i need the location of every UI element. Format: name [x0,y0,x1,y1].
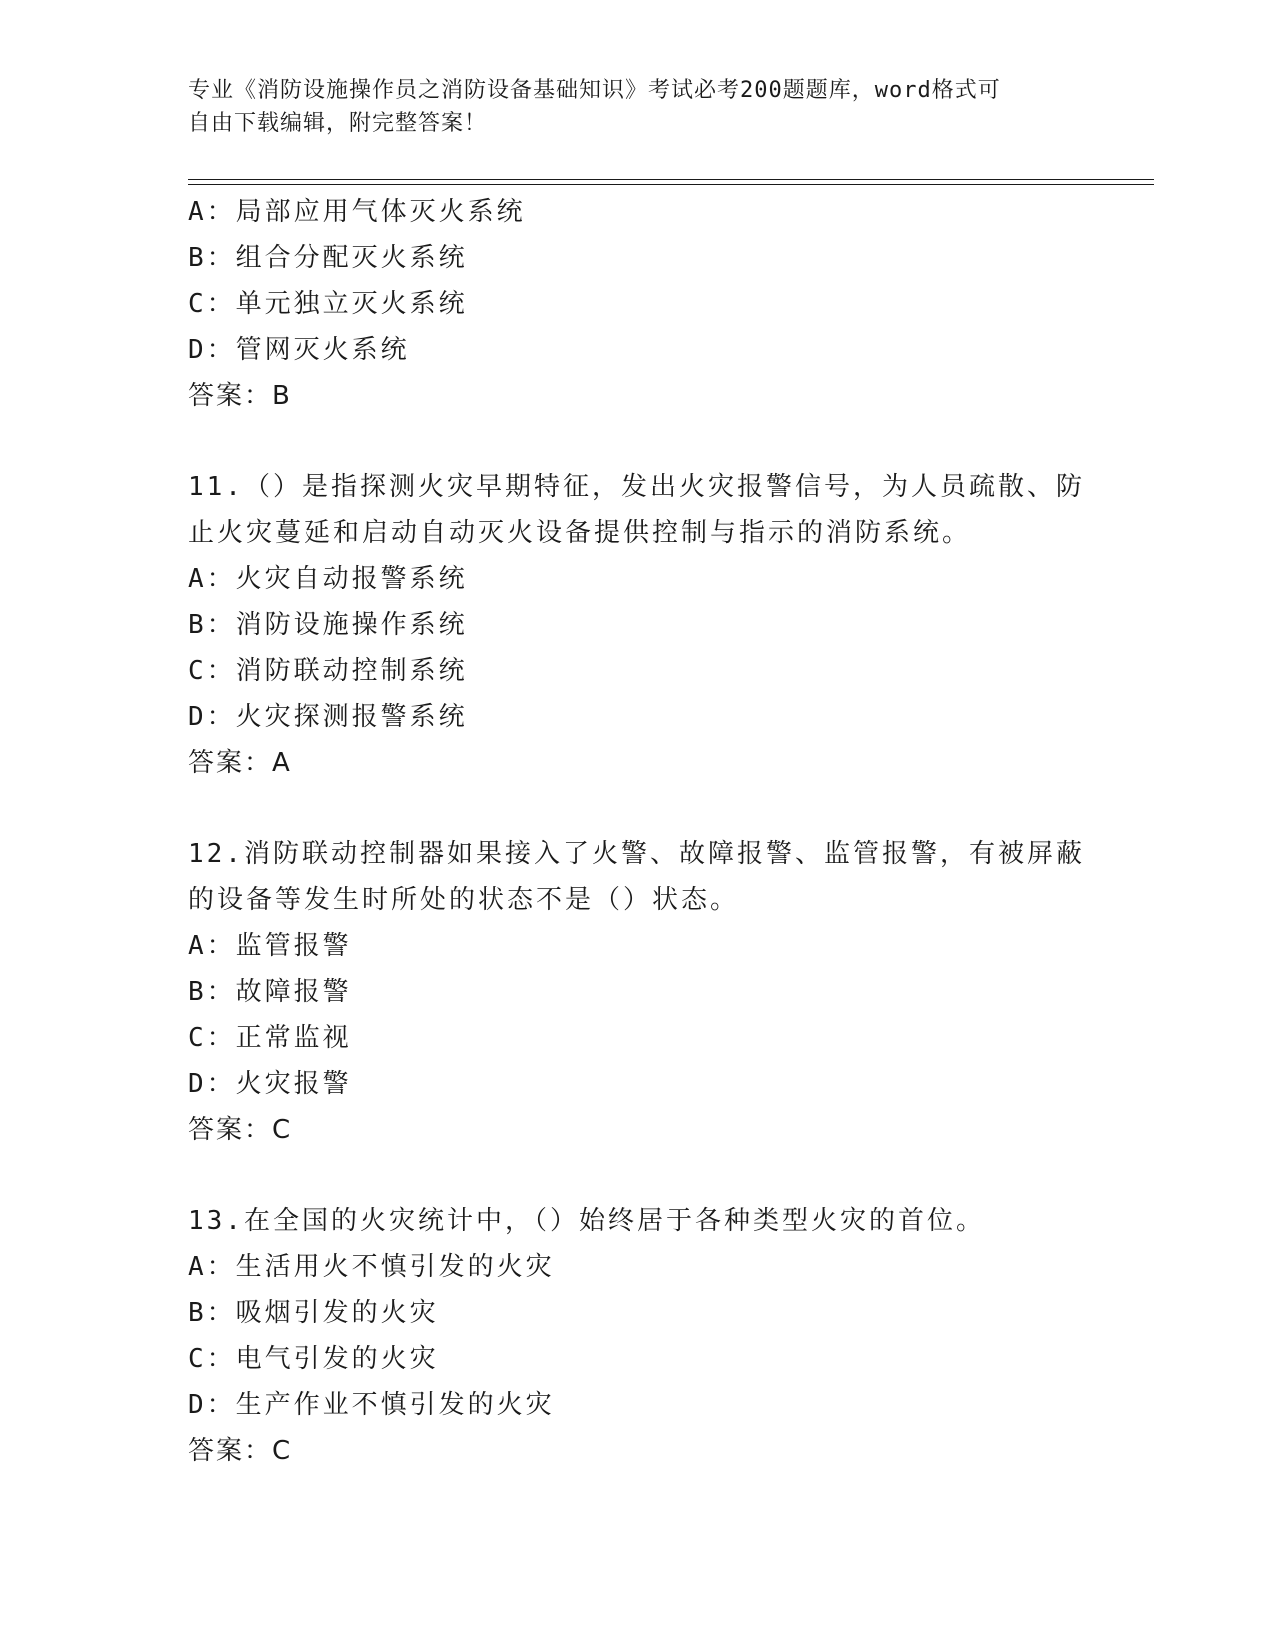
answer: 答案：B [188,381,292,411]
option-d: D：管网灭火系统 [188,335,410,365]
option-c: C：单元独立灭火系统 [188,289,468,319]
option-a: A：火灾自动报警系统 [188,564,468,594]
question-stem-line-1: 12.消防联动控制器如果接入了火警、故障报警、监管报警，有被屏蔽 [188,839,1085,869]
question-stem-line-1: 13.在全国的火灾统计中，（）始终居于各种类型火灾的首位。 [188,1206,985,1236]
option-c: C：消防联动控制系统 [188,656,468,686]
spacer [188,419,1088,464]
question-stem-line-2: 止火灾蔓延和启动自动灭火设备提供控制与指示的消防系统。 [188,518,972,548]
option-a: A：生活用火不慎引发的火灾 [188,1252,555,1282]
option-d: D：火灾探测报警系统 [188,702,468,732]
header-divider-bottom [188,184,1154,185]
option-b: B：组合分配灭火系统 [188,243,468,273]
question-stem-line-2: 的设备等发生时所处的状态不是（）状态。 [188,885,740,915]
header-line-1: 专业《消防设施操作员之消防设备基础知识》考试必考200题题库，word格式可 [188,78,1001,103]
option-b: B：消防设施操作系统 [188,610,468,640]
question-11 [188,464,1088,786]
question-list [188,189,1088,1474]
question-stem-line-1: 11.（）是指探测火灾早期特征，发出火灾报警信号，为人员疏散、防 [188,472,1085,502]
option-a: A：局部应用气体灭火系统 [188,197,526,227]
option-b: B：吸烟引发的火灾 [188,1298,439,1328]
option-b: B：故障报警 [188,977,352,1007]
answer: 答案：C [188,1436,293,1466]
question-10 [188,189,1088,419]
question-12 [188,831,1088,1153]
header-line-2: 自由下载编辑，附完整答案！ [188,111,488,136]
spacer [188,1153,1088,1198]
spacer [188,786,1088,831]
option-c: C：电气引发的火灾 [188,1344,439,1374]
document-header [188,74,1088,140]
option-c: C：正常监视 [188,1023,352,1053]
option-d: D：生产作业不慎引发的火灾 [188,1390,555,1420]
option-a: A：监管报警 [188,931,352,961]
answer: 答案：C [188,1115,293,1145]
option-d: D：火灾报警 [188,1069,352,1099]
question-13 [188,1198,1088,1474]
answer: 答案：A [188,748,292,778]
header-divider-top [188,179,1154,180]
